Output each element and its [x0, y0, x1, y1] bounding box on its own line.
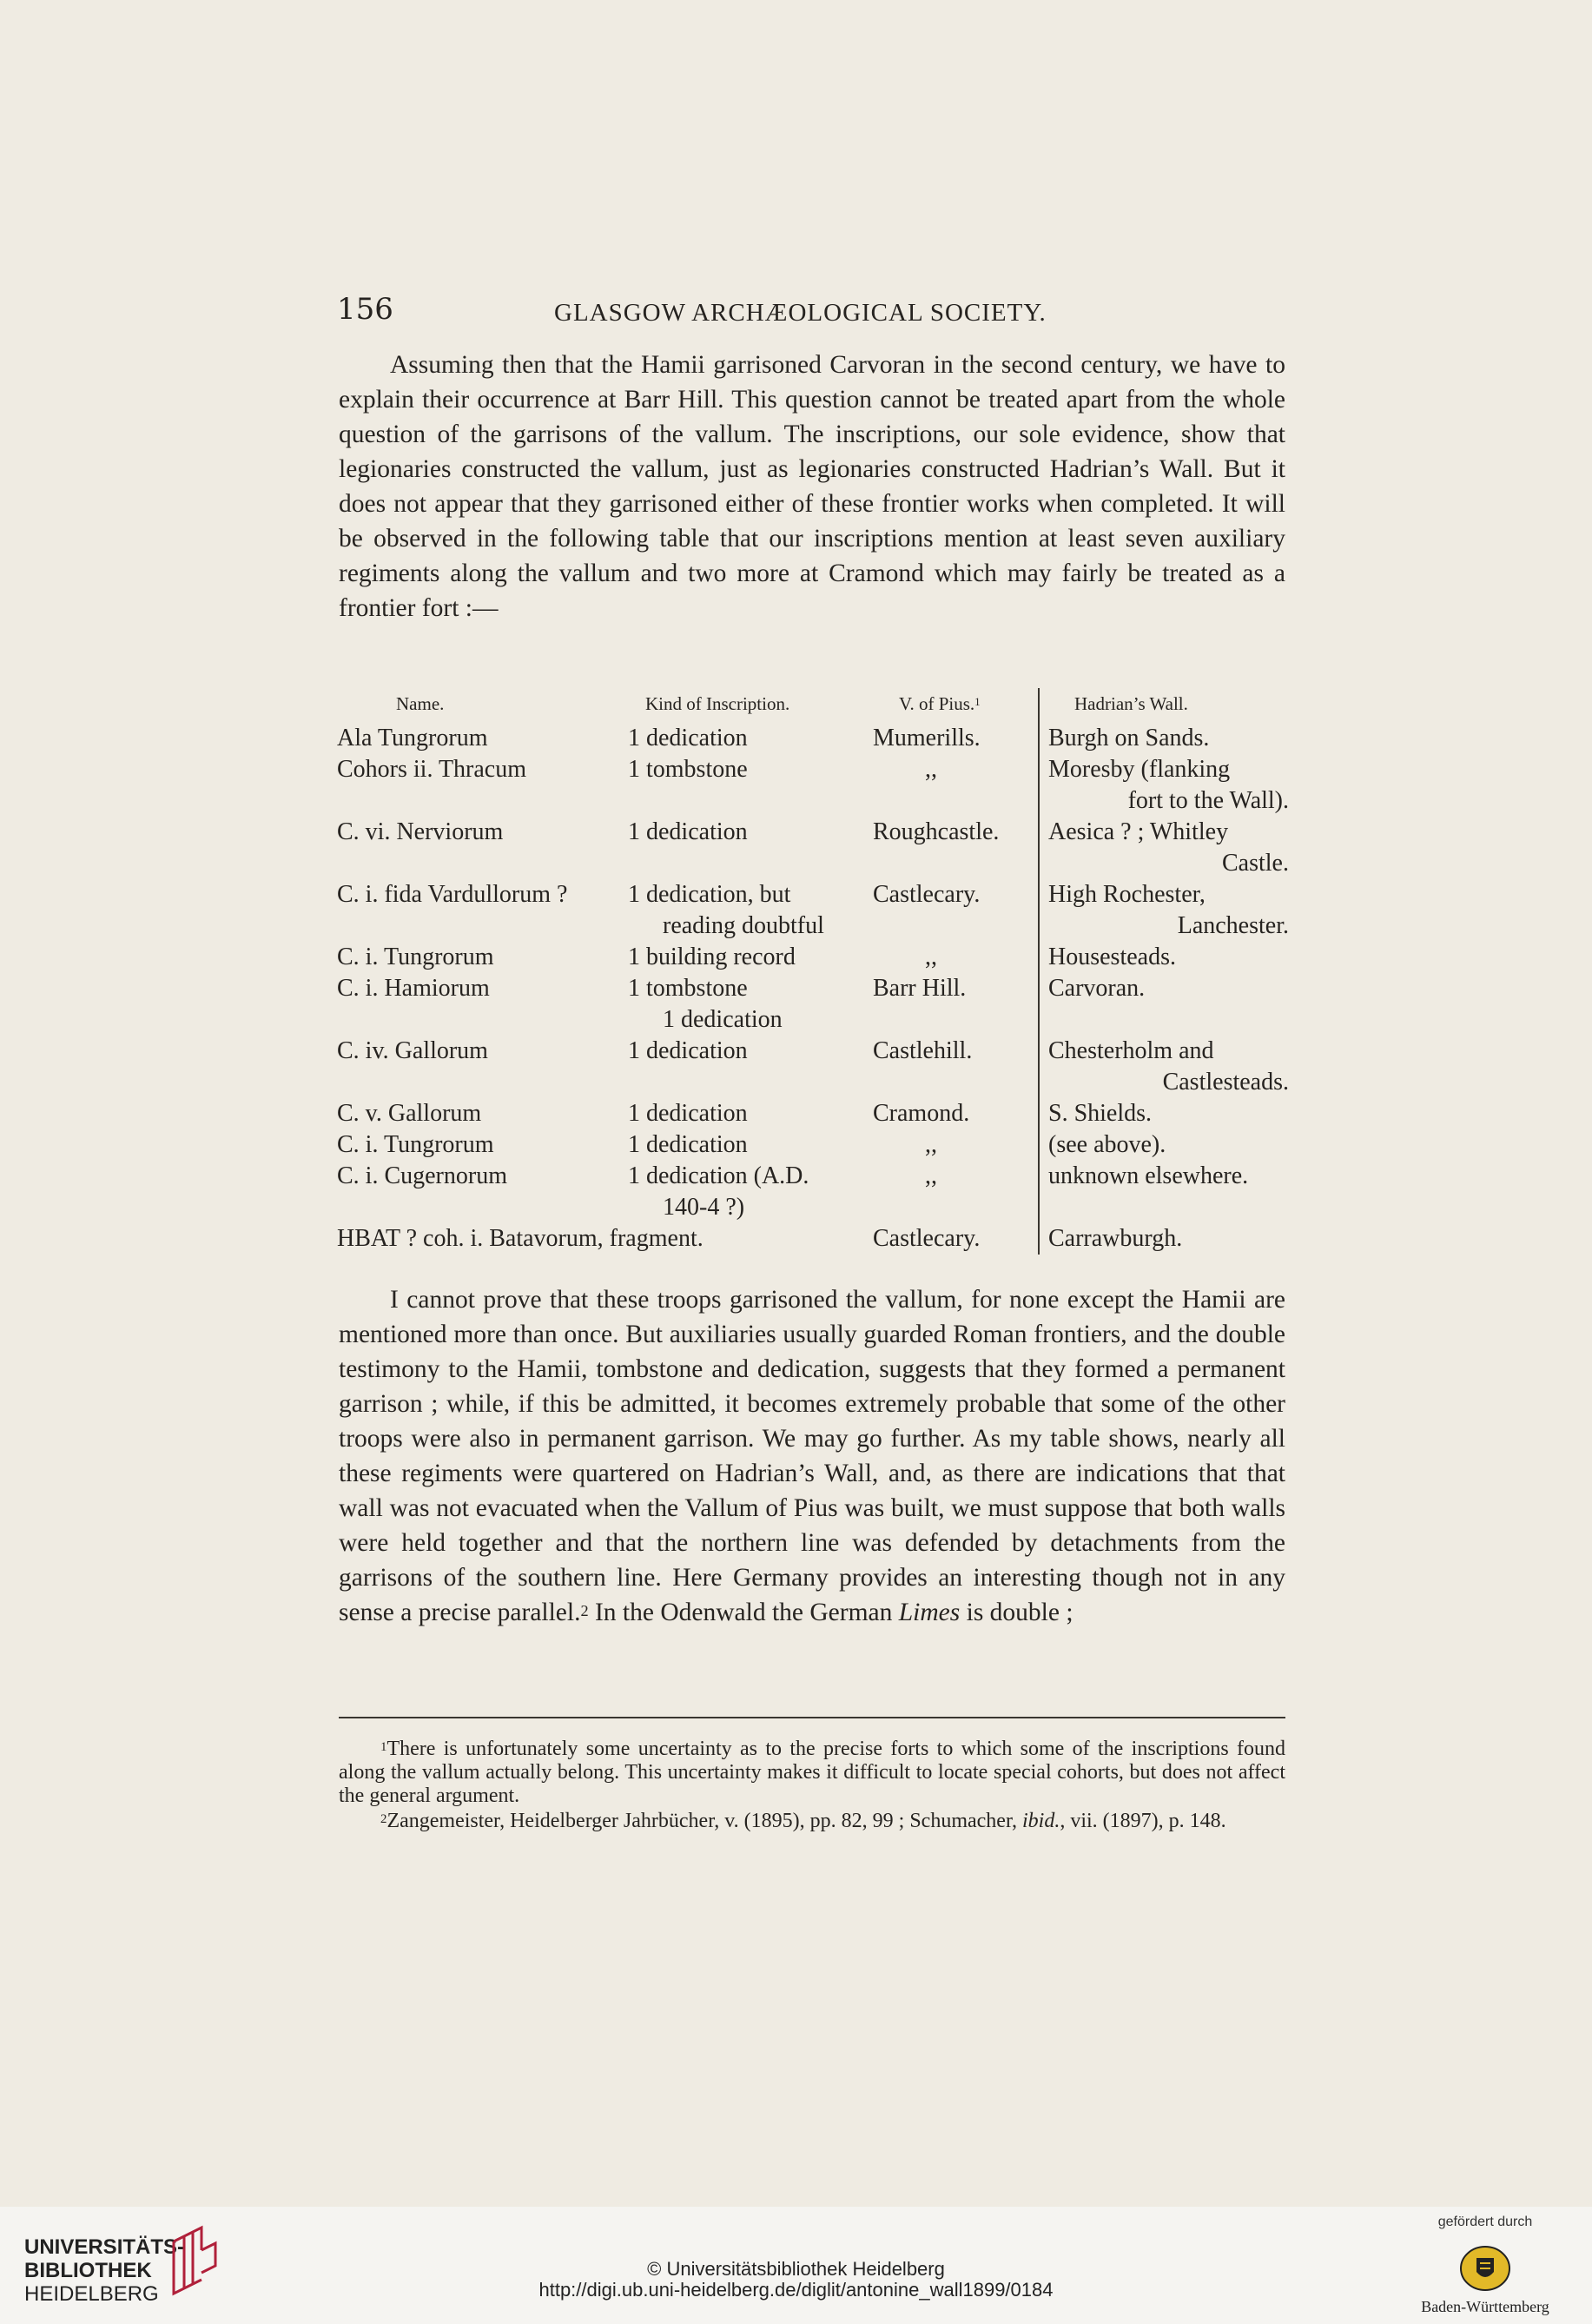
table-row — [337, 817, 1289, 879]
table-row-last — [337, 1223, 1289, 1255]
cell-name: C. iv. Gallorum — [337, 1037, 488, 1064]
cell-name: Cohors ii. Thracum — [337, 756, 527, 783]
cell-wall: Carrawburgh. — [1039, 1223, 1289, 1255]
cell-wall: High Rochester, Lanchester. — [1039, 879, 1289, 942]
cell-kind: 1 building record — [628, 944, 796, 970]
footnote-2: $^2$Zangemeister, Heidelberger Jahrbücher, v. (1895), pp. 82, 99 ; Schumacher, ibid., vii. (1897), p. 148. — [380, 1810, 1226, 1832]
table-row — [337, 973, 1289, 1036]
sponsor-name: Baden-Württemberg — [1421, 2298, 1549, 2315]
copyright-notice — [0, 2259, 1592, 2301]
cell-wall: Chesterholm and Castlesteads. — [1039, 1036, 1289, 1098]
sponsor-block — [1407, 2215, 1563, 2316]
table-header-row — [337, 688, 1289, 723]
cell-pius: Castlecary. — [873, 881, 981, 908]
cell-wall: Moresby (flanking fort to the Wall). — [1039, 754, 1289, 817]
paragraph-text: Assuming then that the Hamii garrisoned Carvoran in the second century, we have to explain their occurrence at Barr Hill. This question cannot be treated apart from the whole question of the garrisons of the vallum. The inscriptions, our sole evidence, show that legionaries constructed the vallum, just as legionaries constructed Hadrian’s Wall. But it does not appear that they garrisoned either of these frontier works when completed. It will be observed in the following table that our inscriptions mention at least seven auxiliary regiments along the vallum and two more at Cramond which may fairly be treated as a frontier fort :— — [339, 351, 1285, 622]
cell-kind: 1 dedication — [628, 1037, 748, 1064]
cell-name-kind: HBAT ? coh. i. Batavorum, fragment. — [337, 1225, 704, 1252]
footnotes — [339, 1738, 1285, 1835]
table-row — [337, 942, 1289, 973]
journal-title: GLASGOW ARCHÆOLOGICAL SOCIETY. — [554, 299, 1047, 327]
cell-pius: Cramond. — [873, 1100, 970, 1127]
table-row — [337, 879, 1289, 942]
header-wall: Hadrian’s Wall. — [1039, 688, 1289, 723]
cell-pius: Castlehill. — [873, 1037, 973, 1064]
sponsor-label: gefördert durch — [1437, 2215, 1533, 2229]
table-row — [337, 754, 1289, 817]
cell-wall: (see above). — [1039, 1129, 1289, 1161]
cell-name: C. vi. Nerviorum — [337, 818, 504, 845]
table-row — [337, 723, 1289, 754]
cell-name: C. i. fida Vardullorum ? — [337, 881, 568, 908]
cell-pius: Castlecary. — [873, 1225, 981, 1252]
cell-kind: 1 dedication, but reading doubtful — [628, 881, 824, 939]
cell-name: C. i. Tungrorum — [337, 944, 494, 970]
page-number: 156 — [337, 292, 393, 327]
cell-pius: Mumerills. — [873, 725, 981, 751]
cell-name: C. i. Tungrorum — [337, 1131, 494, 1158]
cell-wall: S. Shields. — [1039, 1098, 1289, 1129]
cell-wall: Aesica ? ; Whitley Castle. — [1039, 817, 1289, 879]
cell-pius: ,, — [925, 1131, 937, 1158]
library-logo[interactable]: UNIVERSITÄTS- BIBLIOTHEK HEIDELBERG — [24, 2235, 185, 2306]
table-row — [337, 1161, 1289, 1223]
table-row — [337, 1036, 1289, 1098]
header-kind: Kind of Inscription. — [645, 693, 790, 714]
cell-name: C. v. Gallorum — [337, 1100, 482, 1127]
cell-kind: 1 tombstone 1 dedication — [628, 975, 783, 1033]
copyright-text: © Universitätsbibliothek Heidelberg — [647, 2258, 945, 2280]
cell-pius: ,, — [925, 756, 937, 783]
cell-wall: Housesteads. — [1039, 942, 1289, 973]
cell-kind: 1 dedication — [628, 1131, 748, 1158]
footnote-divider — [339, 1717, 1285, 1718]
permalink[interactable]: http://digi.ub.uni-heidelberg.de/diglit/antonine_wall1899/0184 — [538, 2279, 1054, 2301]
state-crest-icon — [1457, 2242, 1513, 2293]
cell-pius: ,, — [925, 944, 937, 970]
cell-name: C. i. Hamiorum — [337, 975, 490, 1002]
table-row — [337, 1098, 1289, 1129]
table-row — [337, 1129, 1289, 1161]
cell-pius: ,, — [925, 1162, 937, 1189]
cell-kind: 1 dedication — [628, 818, 748, 845]
cell-kind: 1 tombstone — [628, 756, 748, 783]
cell-wall: unknown elsewhere. — [1039, 1161, 1289, 1223]
footnote-ref: 2 — [580, 1602, 589, 1619]
cell-name: Ala Tungrorum — [337, 725, 488, 751]
intro-paragraph — [339, 348, 1285, 626]
cell-pius: Barr Hill. — [873, 975, 967, 1002]
paragraph-text: I cannot prove that these troops garrisoned the vallum, for none except the Hamii are mentioned more than once. But auxiliaries usually guarded Roman frontiers, and the double testimony to the Hamii, tombstone and dedication, suggests that they formed a permanent garrison ; while, if this be admitted, it becomes extremely probable that some of the other troops were also in permanent garrison. We may go further. As my table shows, nearly all these regiments were quartered on Hadrian’s Wall, and, as there are indications that that wall was not evacuated when the Vallum of Pius was built, we must suppose that both walls were held together and that the northern line was defended by detachments from the garrisons of the southern line. Here Germany provides an interesting though not in any sense a precise parallel.$^2$ In the Odenwald the German Limes is double ; — [339, 1286, 1285, 1626]
discussion-paragraph — [339, 1282, 1285, 1630]
cell-pius: Roughcastle. — [873, 818, 1000, 845]
header-name: Name. — [396, 693, 445, 714]
cell-name: C. i. Cugernorum — [337, 1162, 507, 1189]
garrison-table — [337, 688, 1289, 1255]
header-pius: V. of Pius.$^1$ — [899, 693, 981, 714]
cell-wall: Carvoran. — [1039, 973, 1289, 1036]
cell-kind: 1 dedication — [628, 725, 748, 751]
cell-kind: 1 dedication — [628, 1100, 748, 1127]
cell-kind: 1 dedication (A.D. 140-4 ?) — [628, 1162, 809, 1221]
cell-wall: Burgh on Sands. — [1039, 723, 1289, 754]
footnote-1: $^1$There is unfortunately some uncertainty as to the precise forts to which some of the inscriptions found along the vallum actually belong. This uncertainty makes it difficult to locate special cohorts, but does not affect the general argument. — [339, 1738, 1285, 1807]
